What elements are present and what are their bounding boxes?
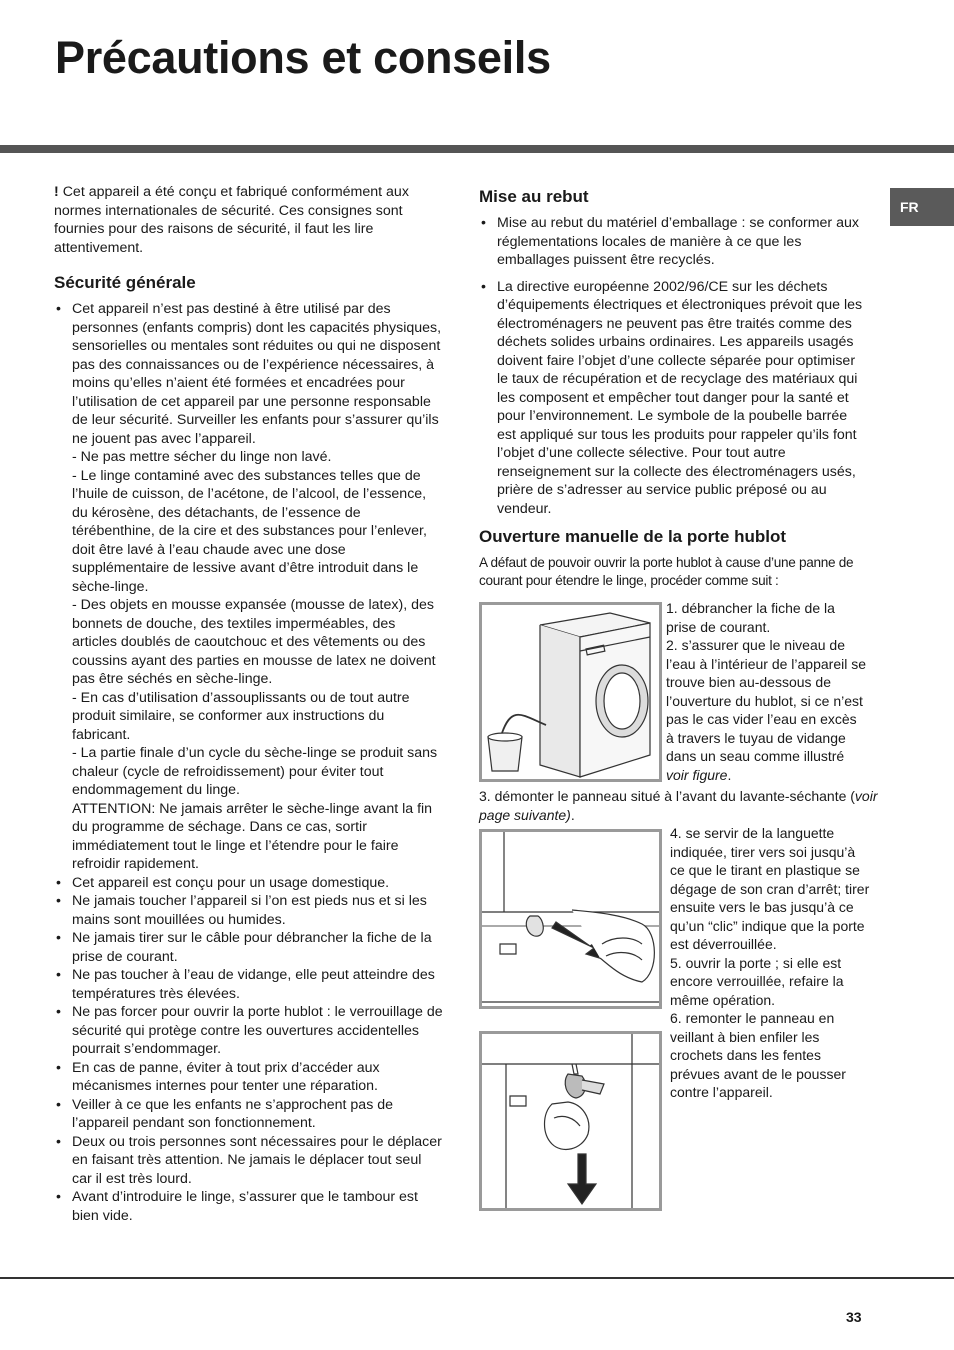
- step-4: 4. se servir de la languette indiquée, tirer vers soi jusqu’à ce que le tirant en plastique se dégage de son cran d’arrêt; tirer ensuite vers le bas jusqu’à ce qu’un “clic” indique que la porte est déverrouillée.: [670, 825, 870, 952]
- washer-figure: [479, 602, 662, 782]
- step-3-text: 3. démonter le panneau situé à l’avant du lavante-séchante (: [479, 788, 855, 804]
- steps-4-6: [670, 824, 870, 1102]
- bullet-text: Cet appareil n’est pas destiné à être utilisé par des personnes (enfants compris) dont les capacités physiques, sensorielles ou mentales sont réduites ou qui ne disposent pas des connaissances ou de l’expérience nécessaires, à moins qu’elles n’aient été formées et encadrées pour l’utilisation de cet appareil par une personne responsable de leur sécurité. Surveiller les enfants pour s’assurer qu’ils ne jouent pas avec l’appareil.: [72, 301, 442, 447]
- step-3: [479, 787, 879, 824]
- list-item: • Deux ou trois personnes sont nécessaires pour le déplacer en faisant très attention. Ne jamais le déplacer tout seul car il est très lourd.: [54, 1133, 444, 1189]
- figure-reference: voir figure: [666, 766, 728, 783]
- list-item: • La directive européenne 2002/96/CE sur les déchets d’équipements électriques et électroniques prévoit que les électroménagers ne peuvent pas être traités comme des déchets solides urbains ordinaires. Les appareils usagés doivent faire l’objet d’une collecte séparée pour optimiser le taux de récupération et de recyclage des matériaux qui les composent et empêcher tout danger pour la santé et pour l’environnement. Le symbole de la poubelle barrée est appliqué sur tous les produits pour rappeler qu’ils font l’objet d’une collecte sélective. Pour tout autre renseignement sur la collecte des électroménagers usés, prière de s’adresser au service public préposé ou au vendeur.: [479, 278, 869, 519]
- list-item: • Cet appareil est conçu pour un usage domestique.: [54, 874, 444, 893]
- list-item: • Veiller à ce que les enfants ne s’approchent pas de l’appareil pendant son fonctionnement.: [54, 1096, 444, 1133]
- sub-item: - La partie finale d’un cycle du sèche-linge se produit sans chaleur (cycle de refroidissement) pour éviter tout endommagement du linge.: [72, 745, 438, 798]
- page-number: 33: [846, 1309, 862, 1325]
- step-6: 6. remonter le panneau en veillant à bien enfiler les crochets dans les fentes prévues avant de le pousser contre l’appareil.: [670, 1010, 846, 1100]
- step-5: 5. ouvrir la porte ; si elle est encore verrouillée, refaire la même opération.: [670, 954, 844, 1008]
- step-1: 1. débrancher la fiche de la prise de courant.: [666, 600, 835, 635]
- sub-item: - Des objets en mousse expansée (mousse de latex), des bonnets de douche, des textiles imperméables, des articles doublés de caoutchouc et des vêtements ou des coussins ayant des parties en mousse de latex ne doivent pas être séchés en sèche-linge.: [72, 597, 436, 687]
- header-rule: [0, 145, 954, 153]
- step-2: 2. s’assurer que le niveau de l’eau à l’intérieur de l’appareil se trouve bien au-dessous de l’ouverture du hublot, si ce n’est pas le cas vider l’eau en excès à travers le tuyau de vidange dans un seau comme illustré: [666, 637, 867, 764]
- warning-mark: !: [54, 184, 59, 200]
- right-column: [479, 186, 869, 590]
- list-item: • Ne jamais tirer sur le câble pour débrancher la fiche de la prise de courant.: [54, 929, 444, 966]
- page-title: Précautions et conseils: [55, 32, 551, 83]
- page-reference: voir page suivante): [479, 788, 878, 823]
- list-item: • Avant d’introduire le linge, s’assurer que le tambour est bien vide.: [54, 1188, 444, 1225]
- list-item: • Ne jamais toucher l’appareil si l’on est pieds nus et si les mains sont mouillées ou humides.: [54, 892, 444, 929]
- door-section: [479, 526, 869, 590]
- security-heading: Sécurité générale: [54, 273, 196, 292]
- list-item: • Ne pas toucher à l’eau de vidange, elle peut atteindre des températures très élevées.: [54, 966, 444, 1003]
- intro-paragraph: [54, 183, 444, 257]
- list-item: • Mise au rebut du matériel d’emballage : se conformer aux réglementations locales de manière à ce que les emballages puissent être recyclés.: [479, 214, 869, 270]
- step-3-end: .: [570, 806, 575, 823]
- steps-1-2: [666, 599, 866, 784]
- footer-rule: [0, 1277, 954, 1279]
- hand-pull-down-icon: [482, 1034, 659, 1208]
- list-item: • Ne pas forcer pour ouvrir la porte hublot : le verrouillage de sécurité qui protège contre les ouvertures accidentelles pourrait s’endommager.: [54, 1003, 444, 1059]
- list-item: [54, 300, 444, 874]
- step-2-end: .: [727, 766, 732, 783]
- attention-note: ATTENTION: Ne jamais arrêter le sèche-linge avant la fin du programme de séchage. Dans ce cas, sortir immédiatement tout le linge et l’étendre pour le faire refroidir rapidement.: [72, 800, 433, 872]
- sub-item: - Ne pas mettre sécher du linge non lavé.: [72, 449, 332, 465]
- hand-pull-tab-icon: [482, 832, 659, 1006]
- disposal-list: [479, 214, 869, 518]
- sub-item: - Le linge contaminé avec des substances telles que de l’huile de cuisson, de l’acétone, de l’alcool, de l’essence, du kérosène, des détachants, de l’essence de térébenthine, de la cire et des substances pour l’enlever, doit être lavé à l’eau chaude avec une dose supplémentaire de lessive avant d’être introduit dans le sèche-linge.: [72, 467, 427, 595]
- language-tab: FR: [890, 188, 954, 226]
- left-column: [54, 183, 444, 1225]
- sub-item: - En cas d’utilisation d’assouplissants ou de tout autre produit similaire, se conformer aux instructions du fabricant.: [72, 689, 410, 743]
- security-list: [54, 300, 444, 1225]
- door-intro: A défaut de pouvoir ouvrir la porte hublot à cause d’une panne de courant pour étendre le linge, procéder comme suit :: [479, 555, 854, 588]
- intro-text: Cet appareil a été conçu et fabriqué conformément aux normes internationales de sécurité. Ces consignes sont fournies pour des raisons de sécurité, il faut les lire attentivement.: [54, 184, 409, 256]
- list-item: • En cas de panne, éviter à tout prix d’accéder aux mécanismes internes pour tenter une réparation.: [54, 1059, 444, 1096]
- disposal-heading: Mise au rebut: [479, 187, 589, 206]
- washer-drain-bucket-icon: [482, 605, 659, 779]
- pull-down-figure: [479, 1031, 662, 1211]
- door-heading: Ouverture manuelle de la porte hublot: [479, 527, 786, 546]
- tab-pull-figure: [479, 829, 662, 1009]
